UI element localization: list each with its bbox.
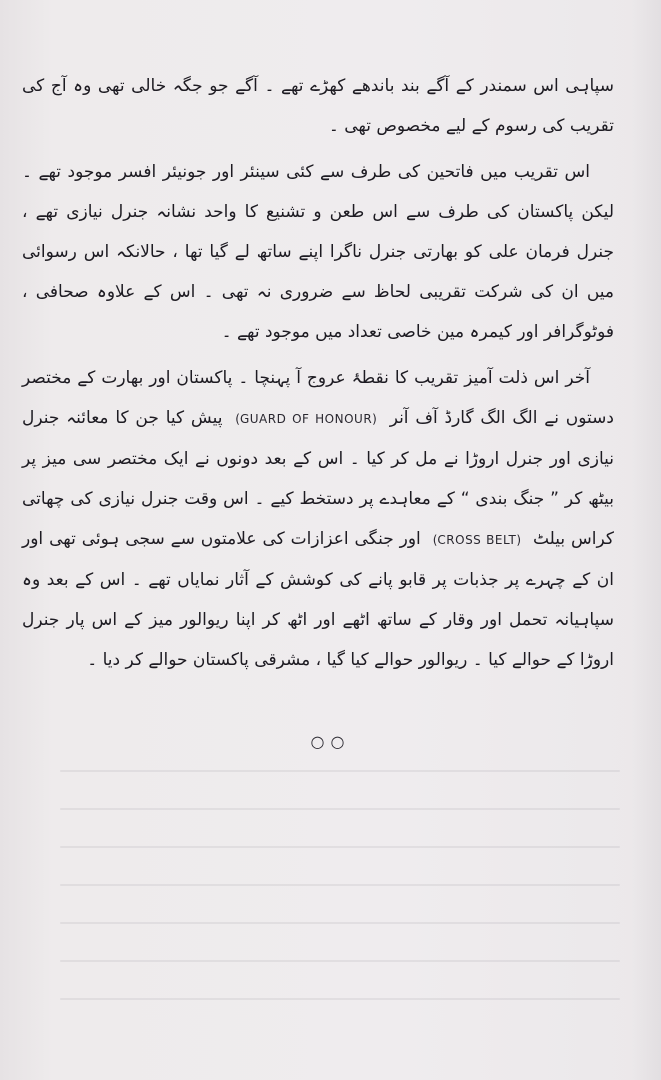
paragraph-1 [22,66,614,146]
paragraph-3-text-after: اور جنگی اعزازات کی علامتوں سے سجی ہوئی تھی اور ان کے چہرے پر جذبات پر قابو پانے کی کوشش کے آثار نمایاں تھے ۔ اس کے بعد وہ سپاہیانہ تحمل اور وقار کے ساتھ اٹھے اور اٹھ کر اپنا ریوالور میز کے اس پار جنرل اروڑا کے حوالے کیا ۔ ریوالور حوالے کیا گیا ، مشرقی پاکستان حوالے کر دیا ۔ [22,529,614,670]
paragraph-1-text: سپاہی اس سمندر کے آگے بند باندھے کھڑے تھے ۔ آگے جو جگہ خالی تھی وہ آج کی تقریب کی رسوم کے لیے مخصوص تھی ۔ [22,76,614,136]
paragraph-3-text-middle: پیش کیا جن کا معائنہ جنرل نیازی اور جنرل اروڑا نے مل کر کیا ۔ اس کے بعد دونوں نے ایک مختصر سی میز پر بیٹھ کر ” جنگ بندی “ کے معاہدے پر دستخط کیے ۔ اس وقت جنرل نیازی کی چھاتی کراس بیلٹ [22,408,614,549]
page-body-text [22,66,614,680]
guard-of-honour-term: (GUARD OF HONOUR) [235,412,377,426]
section-end-marks: ○○ [310,732,351,751]
paragraph-2-text: اس تقریب میں فاتحین کی طرف سے کئی سینئر اور جونیئر افسر موجود تھے ۔ لیکن پاکستان کی طرف سے اس طعن و تشنیع کا واحد نشانہ جنرل نیازی تھے ، جنرل فرمان علی کو بھارتی جنرل ناگرا اپنے ساتھ لے گیا تھا ، حالانکہ اس رسوائی میں ان کی شرکت تقریبی لحاظ سے ضروری نہ تھی ۔ اس کے علاوہ صحافی ، فوٹوگرافر اور کیمرہ مین خاصی تعداد میں موجود تھے ۔ [22,162,614,342]
paragraph-2 [22,152,614,352]
show-through-lines [60,770,620,1060]
paragraph-3-text-before: آخر اس ذلت آمیز تقریب کا نقطۂ عروج آ پہنچا ۔ پاکستان اور بھارت کے مختصر دستوں نے الگ الگ گارڈ آف آنر [22,368,615,428]
paragraph-3 [22,358,614,680]
page-edge-shadow [631,0,661,1080]
cross-belt-term: (CROSS BELT) [432,533,521,547]
